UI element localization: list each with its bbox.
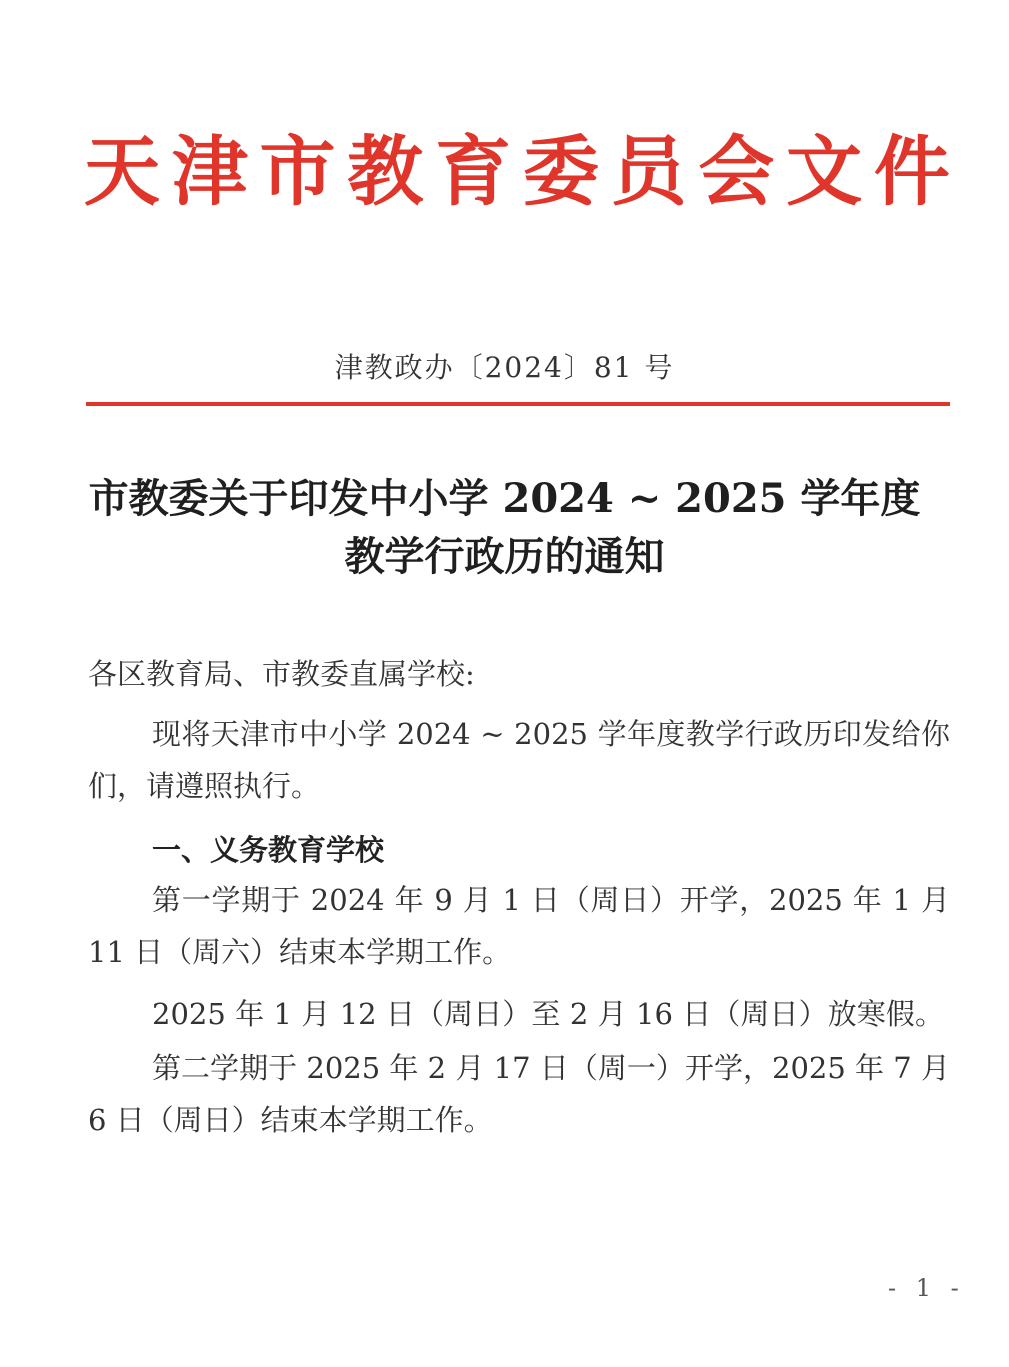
masthead-char: 市 [259, 127, 336, 216]
intro-line-1: 现将天津市中小学 2024 ~ 2025 学年度教学行政历印发给你 [152, 717, 950, 751]
masthead-char: 员 [610, 127, 687, 216]
page-number: - 1 - [888, 1274, 965, 1302]
term2-line-2: 6 日（周日）结束本学期工作。 [88, 1103, 493, 1137]
intro-line-2: 们，请遵照执行。 [88, 769, 321, 803]
masthead-char: 文 [786, 127, 863, 216]
masthead-char: 教 [347, 127, 424, 216]
notice-title-line-1: 市教委关于印发中小学 2024 ~ 2025 学年度 [88, 475, 921, 522]
section-heading-compulsory-education: 一、义务教育学校 [152, 833, 385, 867]
masthead-char: 育 [435, 127, 512, 216]
masthead-char: 会 [698, 127, 775, 216]
term1-line-2: 11 日（周六）结束本学期工作。 [88, 935, 512, 969]
notice-title-line-2: 教学行政历的通知 [344, 533, 665, 580]
winter-break-line: 2025 年 1 月 12 日（周日）至 2 月 16 日（周日）放寒假。 [152, 997, 944, 1031]
masthead-title [84, 112, 950, 232]
red-divider [86, 402, 950, 406]
masthead-char: 件 [873, 127, 950, 216]
term1-line-1: 第一学期于 2024 年 9 月 1 日（周日）开学，2025 年 1 月 [152, 883, 950, 917]
document-number: 津教政办〔2024〕81 号 [334, 351, 675, 384]
masthead-char: 委 [522, 127, 599, 216]
notice-title [0, 470, 1009, 586]
masthead-char: 天 [84, 127, 160, 216]
masthead-char: 津 [171, 127, 248, 216]
salutation: 各区教育局、市教委直属学校: [88, 657, 475, 691]
term2-line-1: 第二学期于 2025 年 2 月 17 日（周一）开学，2025 年 7 月 [152, 1051, 950, 1085]
